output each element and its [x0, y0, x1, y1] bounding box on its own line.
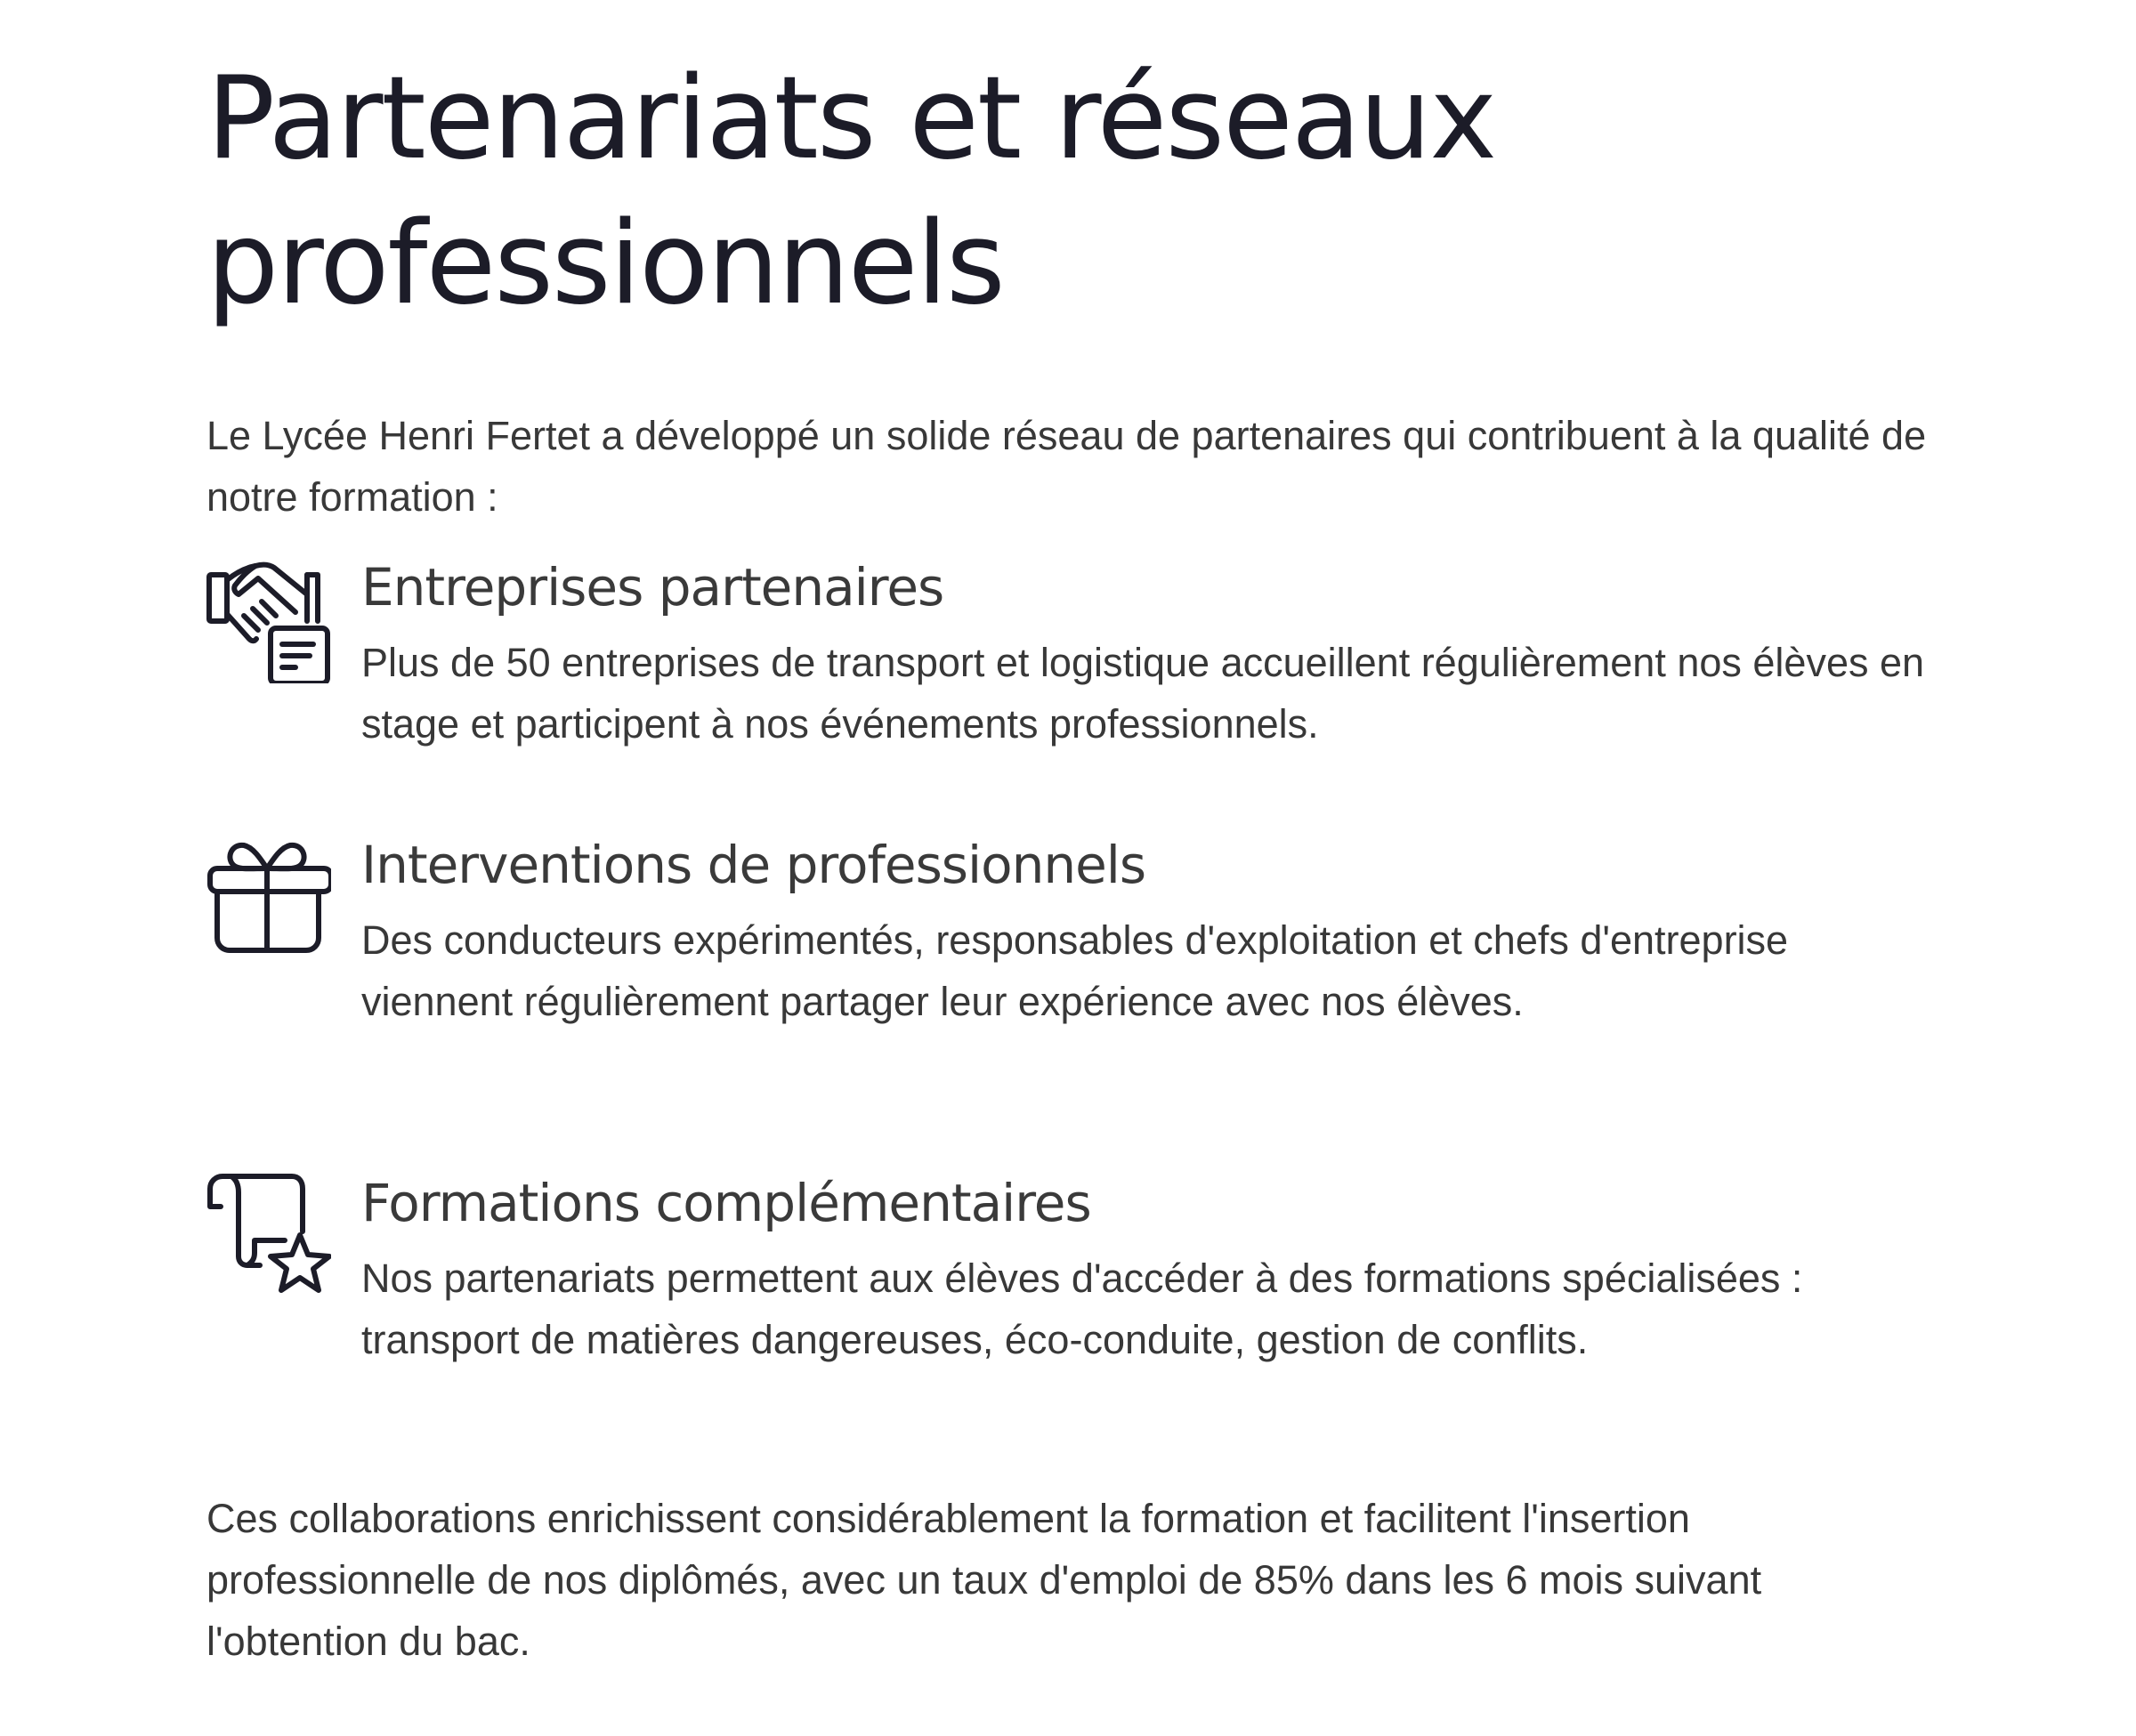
- feature-text: [361, 552, 1933, 755]
- scroll-star-icon: [206, 1173, 331, 1297]
- feature-title: Entreprises partenaires: [361, 557, 944, 618]
- outro-paragraph: Ces collaborations enrichissent considérablement la formation et facilitent l'insertion professionnelle de nos diplômés, avec un taux d'emploi de 85% dans les 6 mois suivant l'obtention du bac.: [206, 1496, 1762, 1664]
- feature-description: Plus de 50 entreprises de transport et logistique accueillent régulièrement nos élèves en stage et participent à nos événements professionnels.: [361, 640, 1925, 747]
- feature-title: Formations complémentaires: [361, 1173, 1091, 1233]
- intro-paragraph: Le Lycée Henri Fertet a développé un solide réseau de partenaires qui contribuent à la qualité de notre formation :: [206, 413, 1927, 520]
- handshake-document-icon: [206, 559, 331, 683]
- page-title: Partenariats et réseaux professionnels: [206, 52, 1496, 330]
- feature-text: [361, 829, 1933, 1032]
- feature-description: Nos partenariats permettent aux élèves d'accéder à des formations spécialisées : transport de matières dangereuses, éco-conduite, gestion de conflits.: [361, 1256, 1803, 1362]
- feature-description: Des conducteurs expérimentés, responsables d'exploitation et chefs d'entreprise viennent régulièrement partager leur expérience avec nos élèves.: [361, 917, 1789, 1024]
- gift-icon: [206, 835, 331, 959]
- feature-text: [361, 1167, 1933, 1370]
- feature-title: Interventions de professionnels: [361, 835, 1146, 895]
